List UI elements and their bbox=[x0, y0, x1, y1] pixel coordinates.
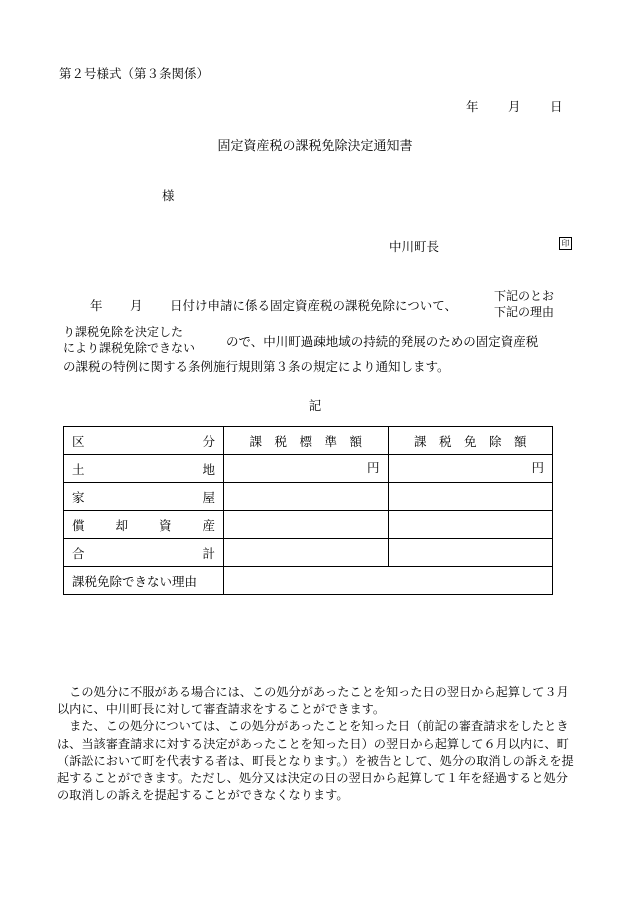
body-line-2: ので、中川町過疎地域の持続的発展のための固定資産税 bbox=[226, 334, 539, 349]
house-standard-cell[interactable] bbox=[224, 483, 389, 511]
table-header-row bbox=[64, 427, 553, 455]
land-exempt-cell[interactable]: 円 bbox=[388, 455, 553, 483]
header-exempt: 課 税 免 除 額 bbox=[388, 427, 553, 455]
body-year: 年 bbox=[90, 298, 103, 313]
header-category: 区 分 bbox=[64, 427, 224, 455]
option-right-1: 下記のとお bbox=[494, 289, 555, 303]
table-row bbox=[64, 483, 553, 511]
reason-cell[interactable] bbox=[224, 567, 553, 595]
row-label-total: 合 計 bbox=[64, 539, 224, 567]
tax-table bbox=[63, 426, 553, 595]
body-line-3: の課税の特例に関する条例施行規則第３条の規定により通知します。 bbox=[63, 359, 450, 374]
row-label-depreciable: 償 却 資 産 bbox=[64, 511, 224, 539]
notice-para-1: この処分に不服がある場合には、この処分があったことを知った日の翌日から起算して３月以内に、中川町長に対して審査請求をすることができます。 bbox=[57, 685, 569, 717]
header-standard: 課 税 標 準 額 bbox=[224, 427, 389, 455]
option-right-2: 下記の理由 bbox=[494, 305, 555, 319]
seal-mark: 印 bbox=[559, 237, 572, 250]
notice-para-2: また、この処分については、この処分があったことを知った日（前記の審査請求をしたときは、当該審査請求に対する決定があったことを知った日）の翌日から起算して６月以内に、町（訴訟において町を代表する者は、町長となります。）を被告として、処分の取消しの訴えを提起することができます。ただし、処分又は決定の日の翌日から起算して１年を経過すると処分の取消しの訴えを提起することができなくなります。 bbox=[57, 719, 574, 803]
document-title: 固定資産税の課税免除決定通知書 bbox=[217, 139, 413, 154]
row-label-land: 土 地 bbox=[64, 455, 224, 483]
date-line bbox=[466, 97, 563, 115]
option-left-2: により課税免除できない bbox=[63, 341, 196, 355]
table-row bbox=[64, 455, 553, 483]
option-left-1: り課税免除を決定した bbox=[63, 325, 184, 339]
date-year: 年 bbox=[466, 99, 479, 114]
depreciable-standard-cell[interactable] bbox=[224, 511, 389, 539]
reason-row bbox=[64, 567, 553, 595]
body-line-1: 日付け申請に係る固定資産税の課税免除について、 bbox=[170, 298, 458, 313]
table-row bbox=[64, 539, 553, 567]
date-month: 月 bbox=[508, 99, 521, 114]
ki-heading: 記 bbox=[308, 398, 322, 413]
option-left bbox=[63, 324, 195, 356]
total-exempt-cell[interactable] bbox=[388, 539, 553, 567]
form-number: 第２号様式（第３条関係） bbox=[59, 66, 210, 81]
row-label-house: 家 屋 bbox=[64, 483, 224, 511]
depreciable-exempt-cell[interactable] bbox=[388, 511, 553, 539]
appeal-notice bbox=[57, 684, 577, 804]
total-standard-cell[interactable] bbox=[224, 539, 389, 567]
land-standard-cell[interactable]: 円 bbox=[224, 455, 389, 483]
body-month: 月 bbox=[130, 298, 143, 313]
issuer-name: 中川町長 bbox=[389, 239, 440, 254]
addressee-suffix: 様 bbox=[162, 188, 175, 203]
date-day: 日 bbox=[550, 99, 563, 114]
reason-label: 課税免除できない理由 bbox=[64, 567, 224, 595]
option-right bbox=[494, 288, 554, 320]
table-row bbox=[64, 511, 553, 539]
house-exempt-cell[interactable] bbox=[388, 483, 553, 511]
